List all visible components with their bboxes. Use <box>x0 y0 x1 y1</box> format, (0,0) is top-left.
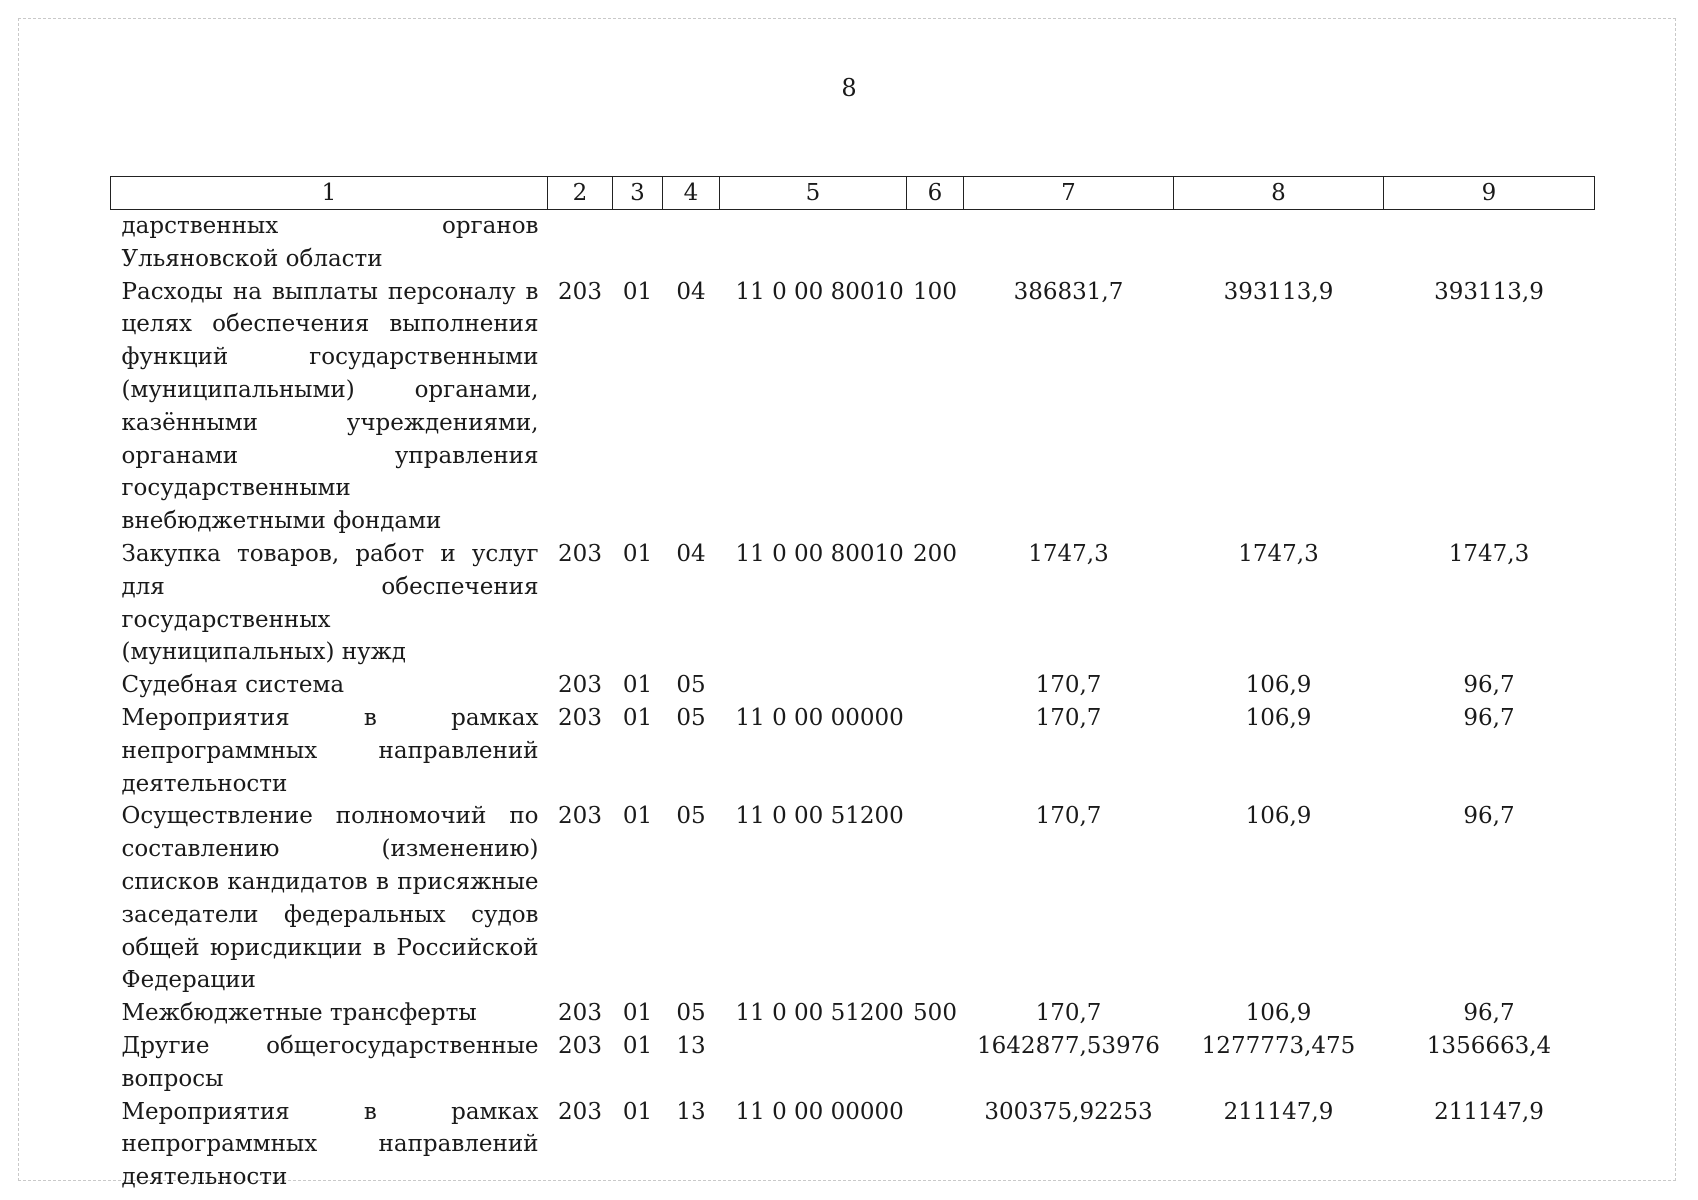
row-name: Другие общегосударственные вопросы <box>121 1032 539 1092</box>
row-value-8: 106,9 <box>1245 1000 1312 1027</box>
row-value-9 <box>1384 210 1595 276</box>
row-code-3: 01 <box>622 1032 653 1059</box>
row-name: Мероприятия в рамках непрограммных направлений деятельности <box>121 1098 539 1191</box>
row-name: Мероприятия в рамках непрограммных направлений деятельности <box>121 704 539 797</box>
row-code-6 <box>907 1030 964 1096</box>
row-value-7: 386831,7 <box>1013 278 1124 305</box>
row-code-4: 05 <box>676 704 706 731</box>
row-code-5: 11 0 00 51200 <box>735 803 904 830</box>
row-value-9: 1747,3 <box>1448 540 1530 567</box>
row-value-7: 170,7 <box>1035 672 1102 699</box>
row-code-4: 04 <box>676 278 706 305</box>
row-code-2: 203 <box>558 540 602 567</box>
row-code-5: 11 0 00 00000 <box>735 1098 904 1125</box>
row-value-8: 106,9 <box>1245 704 1312 731</box>
row-code-5: 11 0 00 80010 <box>735 540 904 567</box>
table-row <box>111 800 1595 997</box>
row-code-2: 203 <box>558 278 602 305</box>
row-code-5 <box>720 1030 907 1096</box>
row-name: Судебная система <box>121 672 345 699</box>
row-value-8 <box>1174 210 1384 276</box>
table-header-row <box>111 177 1595 210</box>
table-row <box>111 702 1595 800</box>
column-header: 3 <box>613 177 663 210</box>
row-code-3 <box>613 210 663 276</box>
row-code-6 <box>907 702 964 800</box>
column-header: 8 <box>1174 177 1384 210</box>
row-code-4: 13 <box>676 1098 706 1125</box>
row-code-6 <box>907 1096 964 1194</box>
row-code-2: 203 <box>558 1000 602 1027</box>
row-code-4 <box>663 210 720 276</box>
row-code-4: 05 <box>676 1000 706 1027</box>
table-row <box>111 669 1595 702</box>
row-value-9: 96,7 <box>1463 1000 1515 1027</box>
row-name: Межбюджетные трансферты <box>121 1000 477 1027</box>
table-body <box>111 210 1595 1194</box>
row-value-7: 170,7 <box>1035 704 1102 731</box>
row-value-7: 170,7 <box>1035 803 1102 830</box>
row-code-3: 01 <box>622 704 653 731</box>
table-row <box>111 1030 1595 1096</box>
row-code-5: 11 0 00 80010 <box>735 278 904 305</box>
row-code-5 <box>720 210 907 276</box>
row-value-7: 300375,92253 <box>984 1098 1153 1125</box>
column-header: 2 <box>548 177 613 210</box>
table-row <box>111 538 1595 669</box>
row-value-9: 96,7 <box>1463 672 1515 699</box>
row-code-3: 01 <box>622 1098 653 1125</box>
table-row <box>111 276 1595 538</box>
row-value-8: 1277773,475 <box>1201 1032 1356 1059</box>
row-code-5: 11 0 00 51200 <box>735 1000 904 1027</box>
row-value-9: 393113,9 <box>1434 278 1544 305</box>
row-name: Закупка товаров, работ и услуг для обеспечения государственных (муниципальных) нужд <box>121 540 539 666</box>
row-code-2: 203 <box>558 704 602 731</box>
row-code-3: 01 <box>622 540 653 567</box>
row-code-2: 203 <box>558 803 602 830</box>
row-name: дарственных органов Ульяновской области <box>121 213 539 272</box>
row-code-2: 203 <box>558 1032 602 1059</box>
row-value-9: 96,7 <box>1463 803 1515 830</box>
row-code-3: 01 <box>622 1000 653 1027</box>
row-code-6 <box>907 669 964 702</box>
row-value-9: 211147,9 <box>1434 1098 1544 1125</box>
row-code-2 <box>548 210 613 276</box>
row-code-6: 100 <box>913 278 957 305</box>
table-row <box>111 997 1595 1030</box>
table-row <box>111 1096 1595 1194</box>
table-row <box>111 210 1595 276</box>
column-header: 9 <box>1384 177 1595 210</box>
row-code-6 <box>907 210 964 276</box>
row-value-9: 96,7 <box>1463 704 1515 731</box>
row-code-4: 05 <box>676 803 706 830</box>
row-code-3: 01 <box>622 278 653 305</box>
row-code-4: 05 <box>676 672 706 699</box>
column-header: 7 <box>964 177 1174 210</box>
row-value-9: 1356663,4 <box>1426 1032 1552 1059</box>
column-header: 5 <box>720 177 907 210</box>
row-value-7: 1747,3 <box>1028 540 1109 567</box>
row-value-8: 106,9 <box>1245 672 1312 699</box>
row-value-8: 106,9 <box>1245 803 1312 830</box>
row-code-6 <box>907 800 964 997</box>
row-name: Осуществление полномочий по составлению (изменению) списков кандидатов в присяжные заседатели федеральных судов общей юрисдикции в Российской Федерации <box>121 803 539 994</box>
row-value-7: 1642877,53976 <box>977 1032 1160 1059</box>
row-name: Расходы на выплаты персоналу в целях обеспечения выполнения функций государственными (муниципальными) органами, казёнными учреждениями, органами управления государственными внебюджетными фондами <box>121 278 539 535</box>
row-value-8: 393113,9 <box>1223 278 1334 305</box>
row-code-2: 203 <box>558 672 602 699</box>
row-code-2: 203 <box>558 1098 602 1125</box>
row-code-5 <box>720 669 907 702</box>
row-code-5: 11 0 00 00000 <box>735 704 904 731</box>
row-code-4: 13 <box>676 1032 706 1059</box>
row-code-3: 01 <box>622 672 653 699</box>
column-header: 1 <box>111 177 548 210</box>
budget-table <box>110 176 1595 1194</box>
page-number: 8 <box>841 74 857 102</box>
row-code-6: 200 <box>913 540 957 567</box>
column-header: 6 <box>907 177 964 210</box>
row-value-8: 211147,9 <box>1223 1098 1334 1125</box>
row-code-4: 04 <box>676 540 706 567</box>
row-value-8: 1747,3 <box>1238 540 1319 567</box>
row-code-6: 500 <box>913 1000 957 1027</box>
column-header: 4 <box>663 177 720 210</box>
row-value-7: 170,7 <box>1035 1000 1102 1027</box>
row-value-7 <box>964 210 1174 276</box>
row-code-3: 01 <box>622 803 653 830</box>
